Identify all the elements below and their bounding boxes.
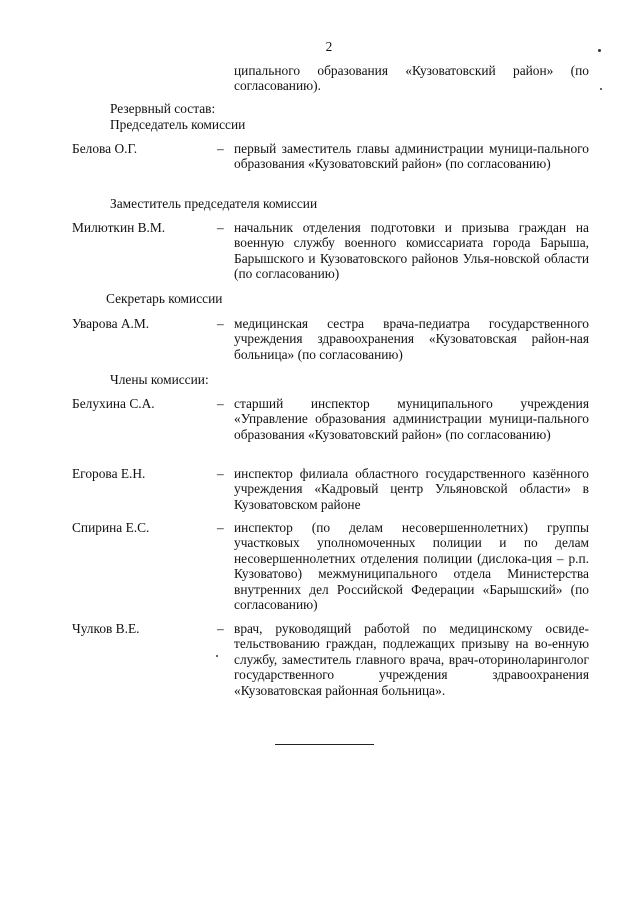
entry-dash: – — [217, 520, 224, 535]
entry-dash: – — [217, 466, 224, 481]
entry-dash: – — [217, 141, 224, 156]
member-description: первый заместитель главы администрации муници-пального образования «Кузоватовский район» (по согласованию) — [234, 141, 589, 172]
section-heading-chairman: Председатель комиссии — [110, 117, 246, 132]
entry-dash: – — [217, 316, 224, 331]
continuation-text: ципального образования «Кузоватовский район» (по согласованию). — [234, 63, 589, 94]
member-name: Спирина Е.С. — [72, 520, 150, 535]
scan-speck — [216, 655, 218, 657]
member-name: Чулков В.Е. — [72, 621, 140, 636]
scan-speck — [600, 88, 602, 90]
member-description: инспектор (по делам несовершеннолетних) группы участковых уполномоченных полиции и по делам несовершеннолетних отделения полиции (дислока-ция – р.п. Кузоватово) межмуниципального отдела Министерства внутренних дел Российской Федерации «Барышский» (по согласованию) — [234, 520, 589, 613]
entry-dash: – — [217, 396, 224, 411]
scan-speck — [598, 49, 601, 52]
entry-dash: – — [217, 621, 224, 636]
section-heading-members: Члены комиссии: — [110, 372, 209, 387]
page-number: 2 — [325, 39, 333, 54]
closing-rule — [275, 744, 374, 745]
member-name: Белова О.Г. — [72, 141, 138, 156]
member-description: начальник отделения подготовки и призыва граждан на военную службу военного комиссариата города Барыша, Барышского и Кузоватовского районов Улья-новской области (по согласованию) — [234, 220, 589, 282]
section-heading-secretary: Секретарь комиссии — [106, 291, 223, 306]
entry-dash: – — [217, 220, 224, 235]
member-description: врач, руководящий работой по медицинскому освиде-тельствованию граждан, подлежащих призыву на во-енную службу, заместитель главного врача, врач-оториноларинголог государственного учреждения здравоохранения «Кузоватовская районная больница». — [234, 621, 589, 698]
member-name: Уварова А.М. — [72, 316, 150, 331]
member-description: инспектор филиала областного государственного казённого учреждения «Кадровый центр Ульяновской области» в Кузоватовском районе — [234, 466, 589, 512]
reserve-title: Резервный состав: — [110, 101, 216, 116]
member-description: медицинская сестра врача-педиатра государственного учреждения здравоохранения «Кузоватовская район-ная больница» (по согласованию) — [234, 316, 589, 362]
member-name: Егорова Е.Н. — [72, 466, 146, 481]
member-name: Милюткин В.М. — [72, 220, 166, 235]
member-description: старший инспектор муниципального учреждения «Управление образования администрации муници-пального образования «Кузоватовский район» (по согласованию) — [234, 396, 589, 442]
section-heading-deputy: Заместитель председателя комиссии — [110, 196, 318, 211]
member-name: Белухина С.А. — [72, 396, 155, 411]
